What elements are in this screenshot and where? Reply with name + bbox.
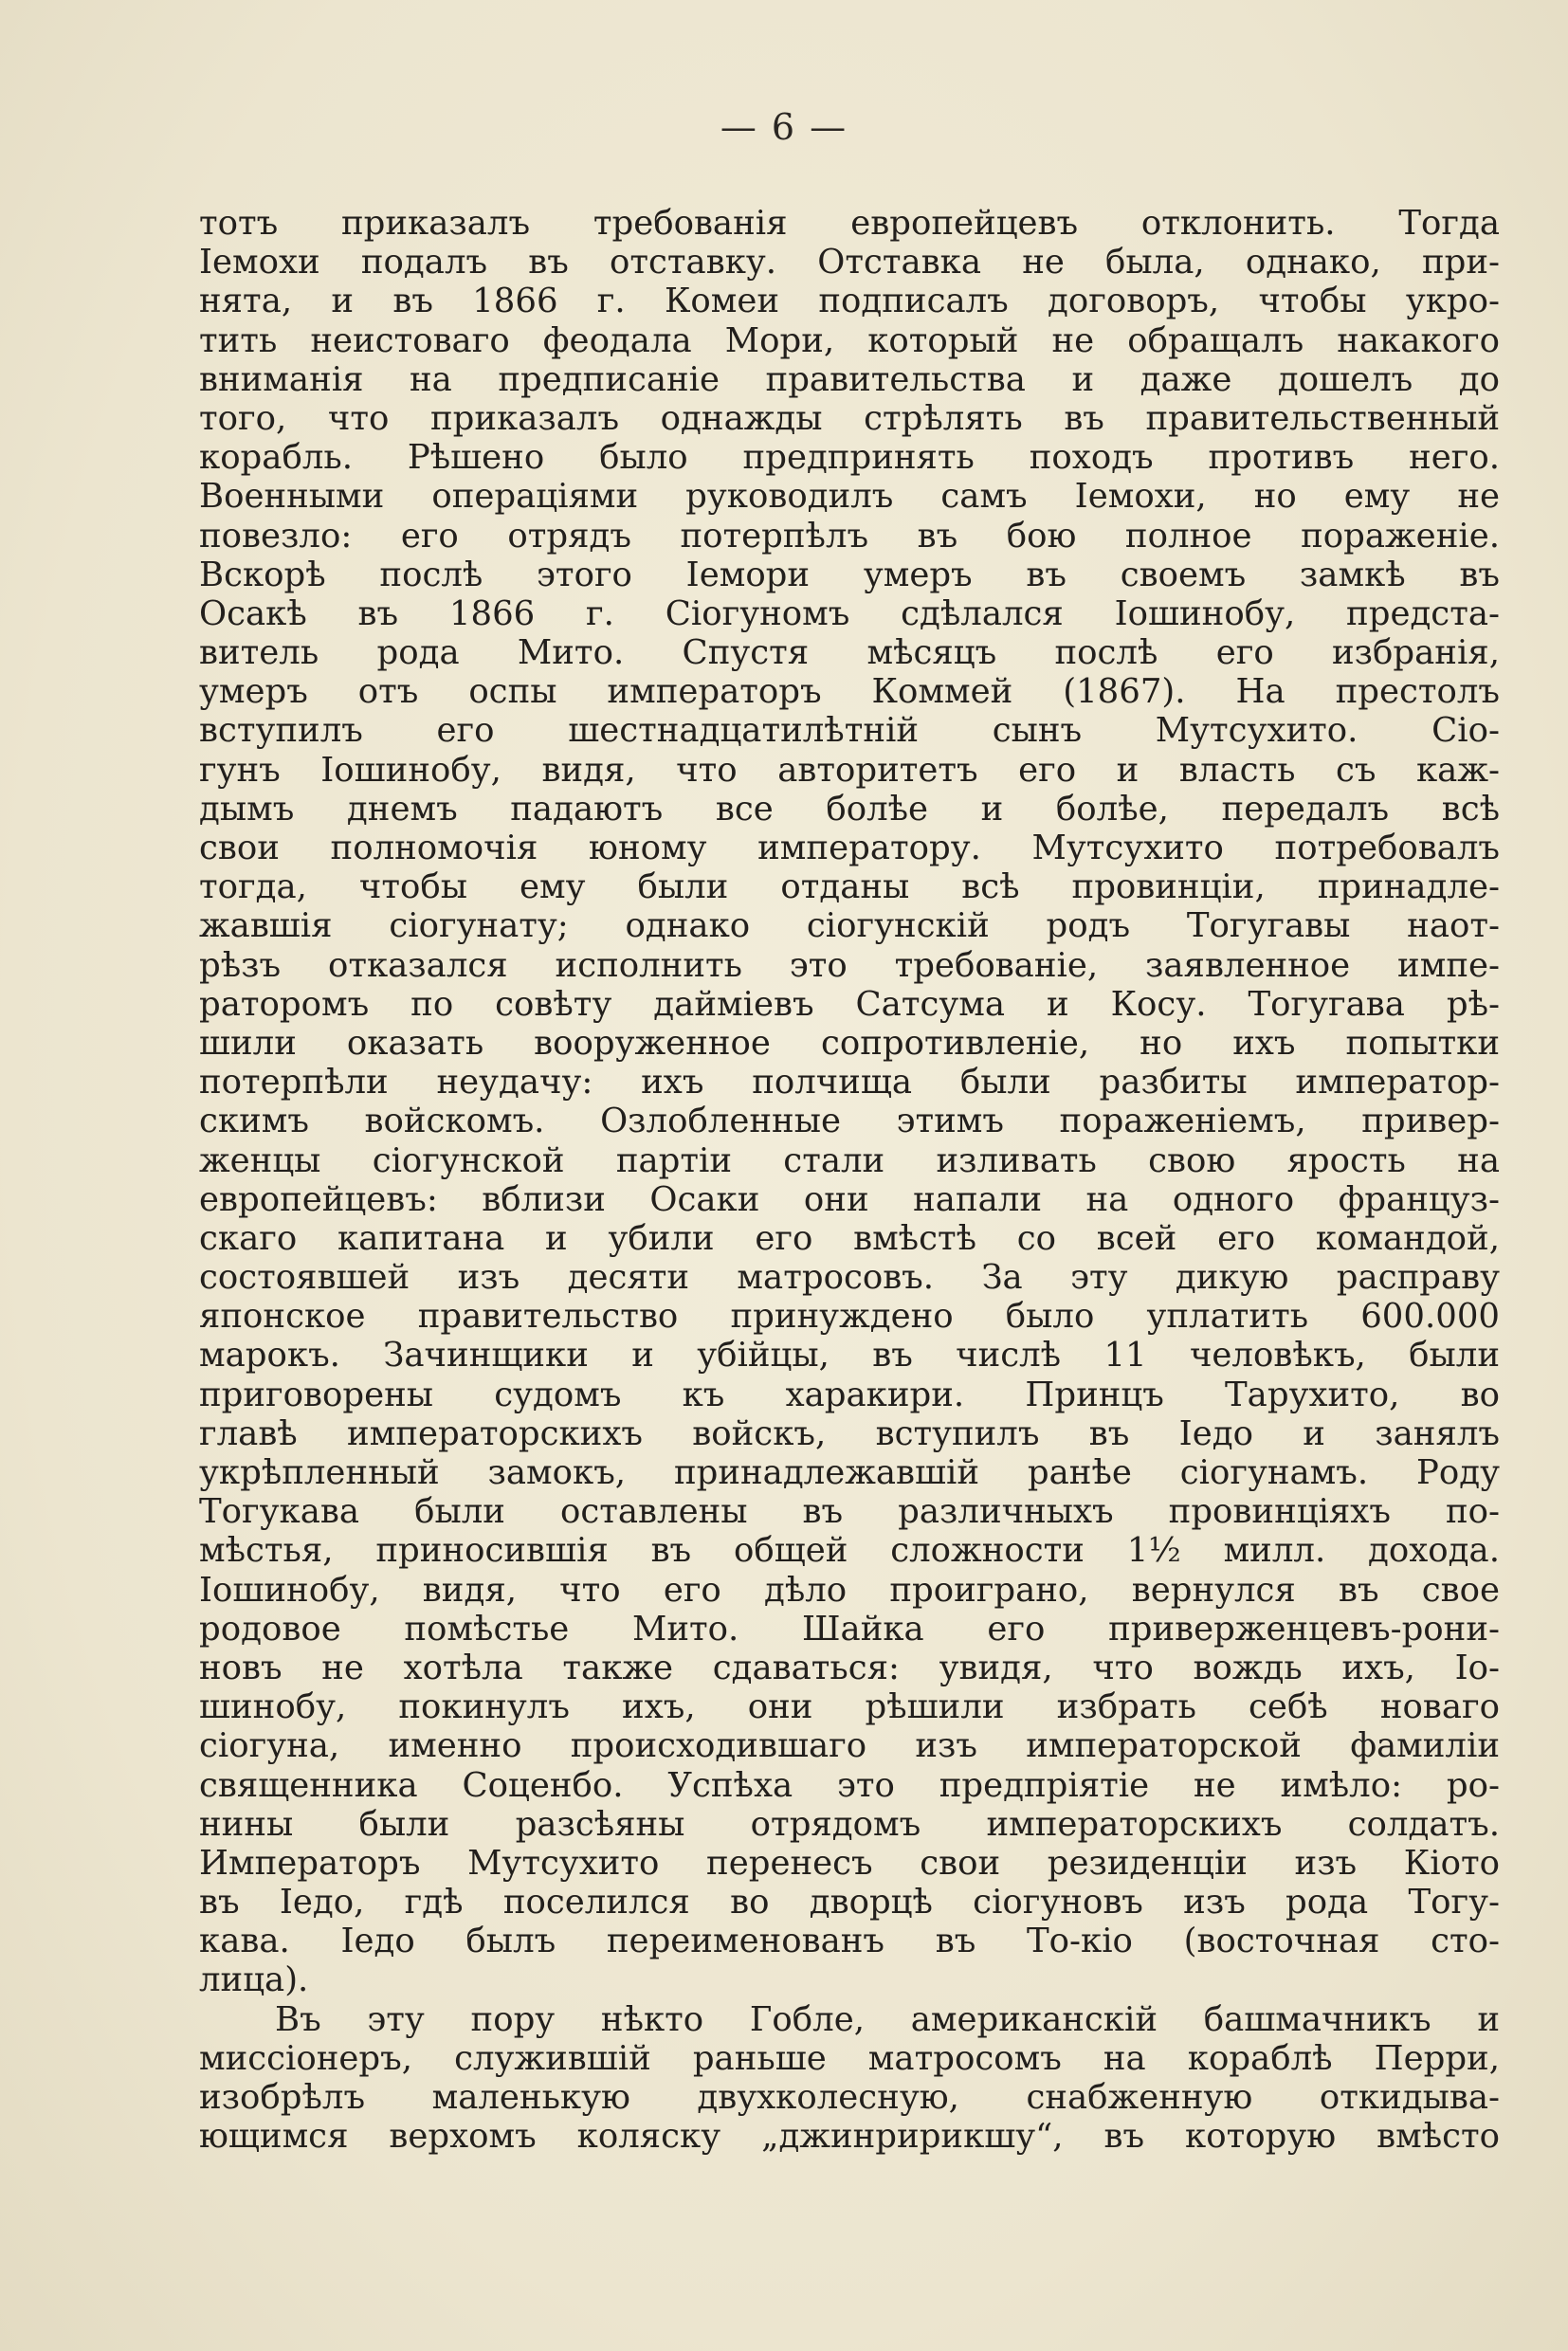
text-line: корабль. Рѣшено было предпринять походъ противъ него.	[199, 438, 1500, 478]
text-line: приговорены судомъ къ харакири. Принцъ Тарухито, во	[199, 1375, 1500, 1414]
text-line: японское правительство принуждено было уплатить 600.000	[199, 1297, 1500, 1337]
text-line: изобрѣлъ маленькую двухколесную, снабженную откидыва-	[199, 2078, 1500, 2117]
text-line: Императоръ Мутсухито перенесъ свои резиденціи изъ Кіото	[199, 1843, 1500, 1883]
paragraph	[199, 204, 1500, 2000]
text-line: главѣ императорскихъ войскъ, вступилъ въ Іедо и занялъ	[199, 1413, 1500, 1453]
text-line: тогда, чтобы ему были отданы всѣ провинціи, принадле-	[199, 867, 1500, 907]
text-line: тотъ приказалъ требованія европейцевъ отклонить. Тогда	[199, 204, 1500, 243]
body-text	[199, 204, 1500, 2156]
text-line: вступилъ его шестнадцатилѣтній сынъ Мутсухито. Сіо-	[199, 711, 1500, 751]
text-line: рѣзъ отказался исполнить это требованіе, заявленное импе-	[199, 945, 1500, 985]
text-line: сіогуна, именно происходившаго изъ императорской фамиліи	[199, 1726, 1500, 1766]
text-line: того, что приказалъ однажды стрѣлять въ правительственный	[199, 398, 1500, 438]
text-line: Военными операціями руководилъ самъ Іемохи, но ему не	[199, 477, 1500, 517]
text-line: ющимся верхомъ коляску „джинририкшу“, въ которую вмѣсто	[199, 2117, 1500, 2157]
text-line: женцы сіогунской партіи стали изливать свою ярость на	[199, 1140, 1500, 1180]
page-number: — 6 —	[720, 106, 848, 148]
text-line: дымъ днемъ падаютъ все болѣе и болѣе, передалъ всѣ	[199, 789, 1500, 829]
text-line: скаго капитана и убили его вмѣстѣ со всей его командой,	[199, 1218, 1500, 1258]
text-line: лица).	[199, 1960, 309, 2000]
text-line: умеръ отъ оспы императоръ Коммей (1867). На престолъ	[199, 672, 1500, 712]
text-line: въ Іедо, гдѣ поселился во дворцѣ сіогуновъ изъ рода Тогу-	[199, 1883, 1500, 1923]
text-line: нята, и въ 1866 г. Комеи подписалъ договоръ, чтобы укро-	[199, 282, 1500, 321]
text-line: тить неистоваго феодала Мори, который не обращалъ накакого	[199, 320, 1500, 360]
text-line: укрѣпленный замокъ, принадлежавшій ранѣе сіогунамъ. Роду	[199, 1453, 1500, 1492]
text-line: миссіонеръ, служившій раньше матросомъ на кораблѣ Перри,	[199, 2038, 1500, 2078]
text-line: нины были разсѣяны отрядомъ императорскихъ солдатъ.	[199, 1804, 1500, 1844]
text-line: Іемохи подалъ въ отставку. Отставка не была, однако, при-	[199, 243, 1500, 282]
text-line: Тогукава были оставлены въ различныхъ провинціяхъ по-	[199, 1492, 1500, 1532]
text-line: свои полномочія юному императору. Мутсухито потребовалъ	[199, 829, 1500, 867]
text-line: состоявшей изъ десяти матросовъ. За эту дикую расправу	[199, 1258, 1500, 1298]
text-line: шинобу, покинулъ ихъ, они рѣшили избрать себѣ новаго	[199, 1687, 1500, 1727]
text-line: раторомъ по совѣту дайміевъ Сатсума и Косу. Тогугава рѣ-	[199, 984, 1500, 1024]
text-line: жавшія сіогунату; однако сіогунскій родъ Тогугавы наот-	[199, 906, 1500, 946]
text-line: священника Соценбо. Успѣха это предпріятіе не имѣло: ро-	[199, 1765, 1500, 1805]
paragraph	[199, 2000, 1500, 2157]
text-line: мѣстья, приносившія въ общей сложности 1½ милл. дохода.	[199, 1531, 1500, 1571]
text-line: марокъ. Зачинщики и убійцы, въ числѣ 11 человѣкъ, были	[199, 1336, 1500, 1376]
text-line: родовое помѣстье Мито. Шайка его приверженцевъ-рони-	[199, 1609, 1500, 1649]
text-line: гунъ Іошинобу, видя, что авторитетъ его и власть съ каж-	[199, 750, 1500, 790]
text-line: Іошинобу, видя, что его дѣло проиграно, вернулся въ свое	[199, 1570, 1500, 1610]
text-line: потерпѣли неудачу: ихъ полчища были разбиты император-	[199, 1063, 1500, 1103]
text-line: шили оказать вооруженное сопротивленіе, но ихъ попытки	[199, 1023, 1500, 1063]
text-line: кава. Іедо былъ переименованъ въ То-кіо (восточная сто-	[199, 1922, 1500, 1961]
text-line: повезло: его отрядъ потерпѣлъ въ бою полное пораженіе.	[199, 516, 1500, 556]
text-line: скимъ войскомъ. Озлобленные этимъ пораженіемъ, привер-	[199, 1102, 1500, 1141]
text-line: Въ эту пору нѣкто Гобле, американскій башмачникъ и	[275, 1999, 1500, 2039]
text-line: Осакѣ въ 1866 г. Сіогуномъ сдѣлался Іошинобу, предста-	[199, 593, 1500, 633]
text-line: новъ не хотѣла также сдаваться: увидя, что вождь ихъ, Іо-	[199, 1648, 1500, 1687]
text-line: Вскорѣ послѣ этого Іемори умеръ въ своемъ замкѣ въ	[199, 555, 1500, 594]
text-line: витель рода Мито. Спустя мѣсяцъ послѣ его избранія,	[199, 633, 1500, 673]
text-line: европейцевъ: вблизи Осаки они напали на одного француз-	[199, 1179, 1500, 1219]
text-line: вниманія на предписаніе правительства и даже дошелъ до	[199, 359, 1500, 399]
